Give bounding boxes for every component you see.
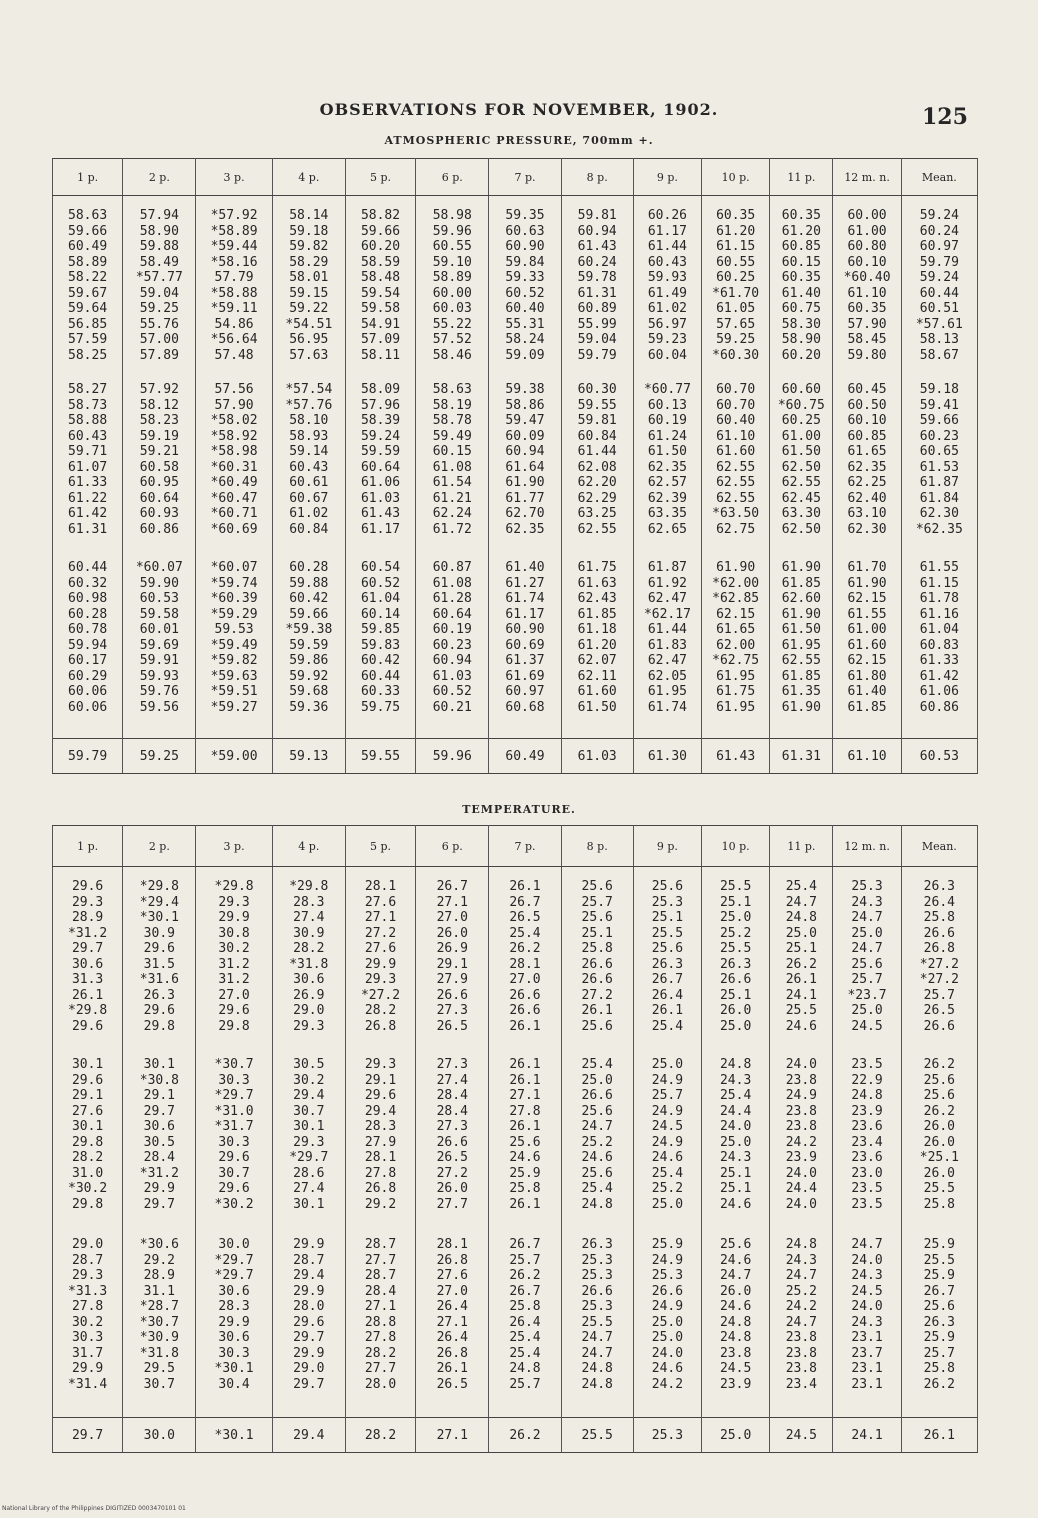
pressure-mean-cell: 60.53 [901, 739, 977, 774]
temperature-cell: 28.1 26.8 27.6 27.0 26.4 27.1 26.4 26.8 26.1 26.5 [436, 1237, 468, 1392]
pressure-cell: 59.35 60.63 60.90 59.84 59.33 60.52 60.40 55.31 58.24 59.09 [505, 208, 545, 363]
temperature-cell: 26.1 26.1 27.1 27.8 26.1 25.6 24.6 25.9 25.8 26.1 [509, 1057, 541, 1212]
pressure-mean-cell: 61.43 [702, 739, 770, 774]
temperature-cell: 24.0 23.8 24.9 23.8 23.8 24.2 23.9 24.0 24.4 24.0 [785, 1057, 817, 1212]
temperature-mean-cell: 30.0 [123, 1418, 196, 1453]
temperature-cell: *29.8 29.3 29.9 30.8 30.2 31.2 31.2 27.0 29.6 29.8 [214, 879, 254, 1034]
pressure-table [52, 158, 978, 774]
temperature-mean-cell: 25.3 [633, 1418, 701, 1453]
temperature-cell: 29.0 28.7 29.3 *31.3 27.8 30.2 30.3 31.7 29.9 *31.4 [68, 1237, 108, 1392]
temperature-cell: 26.7 27.1 27.0 26.0 26.9 29.1 27.9 26.6 27.3 26.5 [436, 879, 468, 1034]
pressure-cell: 60.45 60.50 60.10 60.85 61.65 62.35 62.25 62.40 63.10 62.30 [847, 382, 887, 537]
temperature-cell: 25.6 25.3 25.1 25.5 25.6 26.3 26.7 26.4 26.1 25.4 [651, 879, 684, 1034]
temperature-mean-cell: 27.1 [416, 1418, 489, 1453]
temperature-header-cell: 4 p. [272, 826, 345, 867]
temperature-cell: 30.1 *30.8 29.1 29.7 30.6 30.5 28.4 *31.2 29.9 29.7 [139, 1057, 179, 1212]
temperature-header-row [53, 826, 978, 867]
temperature-mean-cell: 25.5 [561, 1418, 633, 1453]
pressure-cell: 60.54 60.52 61.04 60.14 59.85 59.83 60.42 60.44 60.33 59.75 [360, 560, 401, 715]
pressure-block-days-11-20 [53, 382, 978, 560]
temperature-cell: 25.0 24.9 25.7 24.9 24.5 24.9 24.6 25.4 25.2 25.0 [651, 1057, 684, 1212]
pressure-mean-cell: 59.13 [272, 739, 345, 774]
pressure-cell: 61.55 61.15 61.78 61.16 61.04 60.83 61.33 61.42 61.06 60.86 [919, 560, 959, 715]
temperature-cell: 29.9 28.7 29.4 29.9 28.0 29.6 29.7 29.9 29.0 29.7 [293, 1237, 325, 1392]
pressure-cell: 61.87 61.92 62.47 *62.17 61.44 61.83 62.47 62.05 61.95 61.74 [643, 560, 691, 715]
pressure-cell: 60.28 59.88 60.42 59.66 *59.38 59.59 59.86 59.92 59.68 59.36 [285, 560, 333, 715]
temperature-cell: 24.7 24.0 24.3 24.5 24.0 24.3 23.1 23.7 23.1 23.1 [851, 1237, 883, 1392]
temperature-mean-cell: 25.0 [702, 1418, 770, 1453]
pressure-cell: 61.75 61.63 62.43 61.85 61.18 61.20 62.07 62.11 61.60 61.50 [577, 560, 617, 715]
temperature-header-cell: Mean. [901, 826, 977, 867]
temperature-cell: 30.5 30.2 29.4 30.7 30.1 29.3 *29.7 28.6 27.4 30.1 [289, 1057, 329, 1212]
pressure-header-cell: 8 p. [561, 159, 633, 196]
pressure-header-cell: 6 p. [416, 159, 489, 196]
temperature-cell: 26.2 25.6 25.6 26.2 26.0 26.0 *25.1 26.0 25.5 25.8 [919, 1057, 959, 1212]
page-number: 125 [922, 104, 968, 130]
pressure-mean-cell: 59.55 [345, 739, 415, 774]
pressure-cell: 58.63 59.66 60.49 58.89 58.22 59.67 59.64 56.85 57.59 58.25 [68, 208, 108, 363]
pressure-cell: *60.07 *59.74 *60.39 *59.29 59.53 *59.49 *59.82 *59.63 *59.51 *59.27 [210, 560, 258, 715]
temperature-block-days-11-20 [53, 1057, 978, 1237]
temperature-cell: 25.6 25.7 25.6 25.1 25.8 26.6 26.6 27.2 26.1 25.6 [581, 879, 613, 1034]
pressure-cell: 59.18 59.41 59.66 60.23 60.65 61.53 61.87 61.84 62.30 *62.35 [915, 382, 963, 537]
pressure-cell: 61.70 61.90 62.15 61.55 61.00 61.60 62.15 61.80 61.40 61.85 [847, 560, 887, 715]
temperature-header-cell: 8 p. [561, 826, 633, 867]
temperature-cell: 25.9 24.9 25.3 26.6 24.9 25.0 25.0 24.0 24.6 24.2 [651, 1237, 684, 1392]
pressure-cell: 59.38 58.86 59.47 60.09 60.94 61.64 61.90 61.77 62.70 62.35 [505, 382, 545, 537]
pressure-cell: 57.92 58.12 58.23 59.19 59.21 60.58 60.95 60.64 60.93 60.86 [139, 382, 179, 537]
pressure-cell: *57.54 *57.76 58.10 58.93 59.14 60.43 60.61 60.67 61.02 60.84 [285, 382, 333, 537]
temperature-header-cell: 5 p. [345, 826, 415, 867]
pressure-cell: 60.00 61.00 60.80 60.10 *60.40 61.10 60.35 57.90 58.45 59.80 [843, 208, 891, 363]
temperature-cell: 25.4 25.0 26.6 25.6 24.7 25.2 24.6 25.6 25.4 24.8 [581, 1057, 613, 1212]
pressure-cell: *57.92 *58.89 *59.44 *58.16 57.79 *58.88 *59.11 54.86 *56.64 57.48 [210, 208, 258, 363]
pressure-cell: 60.35 61.20 61.15 60.55 60.25 *61.70 61.05 57.65 59.25 *60.30 [712, 208, 760, 363]
pressure-cell: 59.24 60.24 60.97 59.79 59.24 60.44 60.51 *57.61 58.13 58.67 [915, 208, 963, 363]
temperature-cell: 26.1 26.7 26.5 25.4 26.2 28.1 27.0 26.6 26.6 26.1 [509, 879, 541, 1034]
temperature-cell: 28.7 27.7 28.7 28.4 27.1 28.8 27.8 28.2 27.7 28.0 [364, 1237, 397, 1392]
temperature-header-cell: 1 p. [53, 826, 123, 867]
temperature-header-cell: 12 m. n. [833, 826, 901, 867]
pressure-cell: 57.94 58.90 59.88 58.49 *57.77 59.04 59.25 55.76 57.00 57.89 [135, 208, 183, 363]
pressure-mean-cell: 61.31 [770, 739, 833, 774]
pressure-mean-cell: 61.10 [833, 739, 901, 774]
pressure-header-cell: 4 p. [272, 159, 345, 196]
pressure-cell: 58.98 59.96 60.55 59.10 58.89 60.00 60.03 55.22 57.52 58.46 [432, 208, 472, 363]
pressure-cell: 60.70 60.70 60.40 61.10 61.60 62.55 62.55 62.55 *63.50 62.75 [712, 382, 760, 537]
pressure-header-cell: 3 p. [196, 159, 272, 196]
temperature-header-cell: 9 p. [633, 826, 701, 867]
temperature-cell: 27.3 27.4 28.4 28.4 27.3 26.6 26.5 27.2 26.0 27.7 [436, 1057, 468, 1212]
pressure-mean-cell: 59.25 [123, 739, 196, 774]
temperature-header-cell: 3 p. [196, 826, 272, 867]
pressure-cell: 58.63 58.19 58.78 59.49 60.15 61.08 61.54 61.21 62.24 61.72 [432, 382, 472, 537]
pressure-cell: *60.07 59.90 60.53 59.58 60.01 59.69 59.91 59.93 59.76 59.56 [135, 560, 183, 715]
pressure-cell: 57.56 57.90 *58.02 *58.92 *58.98 *60.31 *60.49 *60.47 *60.71 *60.69 [210, 382, 258, 537]
temperature-mean-cell: 24.1 [833, 1418, 901, 1453]
temperature-cell: *30.6 29.2 28.9 31.1 *28.7 *30.7 *30.9 *31.8 29.5 30.7 [139, 1237, 179, 1392]
temperature-cell: 25.9 25.5 25.9 26.7 25.6 26.3 25.9 25.7 25.8 26.2 [923, 1237, 955, 1392]
pressure-header-cell: 12 m. n. [833, 159, 901, 196]
pressure-header-cell: 1 p. [53, 159, 123, 196]
temperature-cell: 25.3 24.3 24.7 25.0 24.7 25.6 25.7 *23.7 25.0 24.5 [847, 879, 887, 1034]
pressure-cell: 58.82 59.66 60.20 58.59 58.48 59.54 59.58 54.91 57.09 58.11 [360, 208, 401, 363]
temperature-mean-cell: 29.4 [272, 1418, 345, 1453]
temperature-cell: 25.4 24.7 24.8 25.0 25.1 26.2 26.1 24.1 25.5 24.6 [785, 879, 817, 1034]
pressure-block-days-21-30 [53, 560, 978, 739]
pressure-mean-cell: 59.96 [416, 739, 489, 774]
temperature-cell: 26.7 25.7 26.2 26.7 25.8 26.4 25.4 25.4 24.8 25.7 [509, 1237, 541, 1392]
pressure-mean-cell: 61.03 [561, 739, 633, 774]
pressure-cell: 58.09 57.96 58.39 59.24 59.59 60.64 61.06 61.03 61.43 61.17 [360, 382, 401, 537]
pressure-header-cell: 9 p. [633, 159, 701, 196]
pressure-cell: 59.81 60.94 61.43 60.24 59.78 61.31 60.89 55.99 59.04 59.79 [577, 208, 617, 363]
pressure-cell: 61.40 61.27 61.74 61.17 60.90 60.69 61.37 61.69 60.97 60.68 [505, 560, 545, 715]
pressure-header-cell: Mean. [901, 159, 977, 196]
temperature-cell: 25.6 24.6 24.7 26.0 24.6 24.8 24.8 23.8 24.5 23.9 [719, 1237, 752, 1392]
temperature-mean-cell: 26.2 [489, 1418, 561, 1453]
temperature-mean-cell: 26.1 [901, 1418, 977, 1453]
pressure-header-cell: 11 p. [770, 159, 833, 196]
temperature-cell: 29.6 29.3 28.9 *31.2 29.7 30.6 31.3 26.1 *29.8 29.6 [68, 879, 108, 1034]
temperature-header-cell: 7 p. [489, 826, 561, 867]
temperature-cell: 29.3 29.1 29.6 29.4 28.3 27.9 28.1 27.8 26.8 29.2 [364, 1057, 397, 1212]
pressure-cell: 60.44 60.32 60.98 60.28 60.78 59.94 60.17 60.29 60.06 60.06 [68, 560, 108, 715]
temperature-header-cell: 6 p. [416, 826, 489, 867]
temperature-cell: 24.8 24.3 24.7 25.2 24.2 24.7 23.8 23.8 23.8 23.4 [785, 1237, 817, 1392]
pressure-cell: 60.26 61.17 61.44 60.43 59.93 61.49 61.02 56.97 59.23 60.04 [647, 208, 687, 363]
pressure-cell: 60.87 61.08 61.28 60.64 60.19 60.23 60.94 61.03 60.52 60.21 [432, 560, 472, 715]
digitization-footer: National Library of the Philippines DIGITIZED 0003470101 01 [2, 1505, 186, 1512]
pressure-header-cell: 2 p. [123, 159, 196, 196]
pressure-header-cell: 7 p. [489, 159, 561, 196]
temperature-block-days-21-30 [53, 1237, 978, 1418]
temperature-mean-cell: *30.1 [196, 1418, 272, 1453]
pressure-cell: *60.77 60.13 60.19 61.24 61.50 62.35 62.57 62.39 63.35 62.65 [643, 382, 691, 537]
pressure-cell: 58.27 58.73 58.88 60.43 59.71 61.07 61.33 61.22 61.42 61.31 [68, 382, 108, 537]
temperature-cell: 30.0 *29.7 *29.7 30.6 28.3 29.9 30.6 30.3 *30.1 30.4 [214, 1237, 254, 1392]
temperature-cell: 23.5 22.9 24.8 23.9 23.6 23.4 23.6 23.0 23.5 23.5 [851, 1057, 883, 1212]
temperature-cell: 30.1 29.6 29.1 27.6 30.1 29.8 28.2 31.0 *30.2 29.8 [68, 1057, 108, 1212]
pressure-mean-cell: 61.30 [633, 739, 701, 774]
pressure-header-cell: 10 p. [702, 159, 770, 196]
pressure-header-row [53, 159, 978, 196]
pressure-cell: 61.90 *62.00 *62.85 62.15 61.65 62.00 *62.75 61.95 61.75 61.95 [712, 560, 760, 715]
temperature-mean-row [53, 1418, 978, 1453]
pressure-section-title: ATMOSPHERIC PRESSURE, 700mm +. [384, 134, 654, 147]
pressure-cell: 60.60 *60.75 60.25 61.00 61.50 62.50 62.55 62.45 63.30 62.50 [777, 382, 825, 537]
temperature-block-days-1-10 [53, 867, 978, 1058]
temperature-mean-cell: 29.7 [53, 1418, 123, 1453]
page-title: OBSERVATIONS FOR NOVEMBER, 1902. [319, 100, 719, 119]
pressure-mean-cell: 59.79 [53, 739, 123, 774]
temperature-section-title: TEMPERATURE. [462, 803, 576, 816]
temperature-cell: *29.8 *29.4 *30.1 30.9 29.6 31.5 *31.6 26.3 29.6 29.8 [139, 879, 179, 1034]
temperature-cell: *30.7 30.3 *29.7 *31.0 *31.7 30.3 29.6 30.7 29.6 *30.2 [214, 1057, 254, 1212]
temperature-cell: 25.5 25.1 25.0 25.2 25.5 26.3 26.6 25.1 26.0 25.0 [719, 879, 752, 1034]
temperature-header-cell: 2 p. [123, 826, 196, 867]
pressure-header-cell: 5 p. [345, 159, 415, 196]
pressure-block-days-1-10 [53, 196, 978, 383]
temperature-cell: 26.3 25.3 25.3 26.6 25.3 25.5 24.7 24.7 24.8 24.8 [581, 1237, 613, 1392]
temperature-mean-cell: 24.5 [770, 1418, 833, 1453]
temperature-header-cell: 10 p. [702, 826, 770, 867]
temperature-table [52, 825, 978, 1453]
temperature-header-cell: 11 p. [770, 826, 833, 867]
temperature-cell: 28.1 27.6 27.1 27.2 27.6 29.9 29.3 *27.2 28.2 26.8 [360, 879, 401, 1034]
temperature-cell: *29.8 28.3 27.4 30.9 28.2 *31.8 30.6 26.9 29.0 29.3 [289, 879, 329, 1034]
pressure-cell: 60.30 59.55 59.81 60.84 61.44 62.08 62.20 62.29 63.25 62.55 [577, 382, 617, 537]
pressure-cell: 61.90 61.85 62.60 61.90 61.50 61.95 62.55 61.85 61.35 61.90 [781, 560, 821, 715]
pressure-mean-cell: 60.49 [489, 739, 561, 774]
pressure-mean-cell: *59.00 [196, 739, 272, 774]
temperature-cell: 24.8 24.3 25.4 24.4 24.0 25.0 24.3 25.1 25.1 24.6 [719, 1057, 752, 1212]
pressure-mean-row [53, 739, 978, 774]
temperature-mean-cell: 28.2 [345, 1418, 415, 1453]
temperature-cell: 26.3 26.4 25.8 26.6 26.8 *27.2 *27.2 25.7 26.5 26.6 [919, 879, 959, 1034]
pressure-cell: 60.35 61.20 60.85 60.15 60.35 61.40 60.75 58.30 58.90 60.20 [781, 208, 821, 363]
pressure-cell: 58.14 59.18 59.82 58.29 58.01 59.15 59.22 *54.51 56.95 57.63 [285, 208, 333, 363]
